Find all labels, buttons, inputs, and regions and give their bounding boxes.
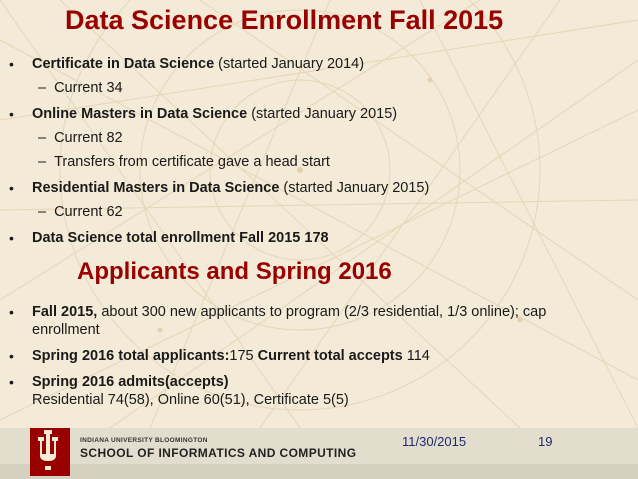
item-detail: (started January 2014) [214,56,365,72]
sub-item [0,79,600,97]
list-item [0,55,600,73]
item-heading-2: Current total accepts [257,348,403,364]
item-heading: Certificate in Data Science [32,56,215,72]
dash-icon: – [38,154,47,170]
school-name: SCHOOL OF INFORMATICS AND COMPUTING [80,446,357,460]
sub-item [0,129,600,147]
bullet-icon: • [9,304,14,320]
university-name: INDIANA UNIVERSITY BLOOMINGTON [80,437,208,444]
sub-item-text: Transfers from certificate gave a head start [54,154,330,170]
dash-icon: – [38,130,47,146]
item-heading: Spring 2016 total applicants: [32,348,230,364]
item-detail-2: 114 [402,348,430,364]
item-detail: (started January 2015) [279,180,430,196]
iu-trident-icon [30,428,70,476]
sub-item [0,203,600,221]
applicants-list [0,303,600,409]
bullet-icon: • [9,348,14,364]
item-heading: Residential Masters in Data Science [32,180,280,196]
bullet-icon: • [9,230,14,246]
bullet-icon: • [9,374,14,390]
item-detail: Residential 74(58), Online 60(51), Certificate 5(5) [32,392,349,408]
bullet-icon: • [9,56,14,72]
sub-item-text: Current 82 [54,130,123,146]
sub-item-text: Current 62 [54,204,123,220]
list-item [0,105,600,123]
page-number: 19 [538,434,553,449]
item-heading: Data Science total enrollment Fall 2015 178 [32,230,329,246]
list-item [0,373,600,409]
item-detail: 175 [229,348,258,364]
sub-item-text: Current 34 [54,80,123,96]
slide-title: Data Science Enrollment Fall 2015 [65,5,504,35]
item-heading: Fall 2015, [32,304,98,320]
enrollment-list [0,55,600,247]
slide-date: 11/30/2015 [402,434,467,449]
list-item [0,303,600,339]
list-item [0,229,600,247]
list-item [0,347,600,365]
bullet-icon: • [9,180,14,196]
dash-icon: – [38,80,47,96]
item-detail: about 300 new applicants to program (2/3 residential, 1/3 online); cap enrollment [32,304,547,338]
sub-item [0,153,600,171]
item-heading: Spring 2016 admits(accepts) [32,374,229,390]
dash-icon: – [38,204,47,220]
item-detail: (started January 2015) [247,106,398,122]
bullet-icon: • [9,106,14,122]
section-subtitle: Applicants and Spring 2016 [77,258,392,285]
list-item [0,179,600,197]
item-heading: Online Masters in Data Science [32,106,248,122]
